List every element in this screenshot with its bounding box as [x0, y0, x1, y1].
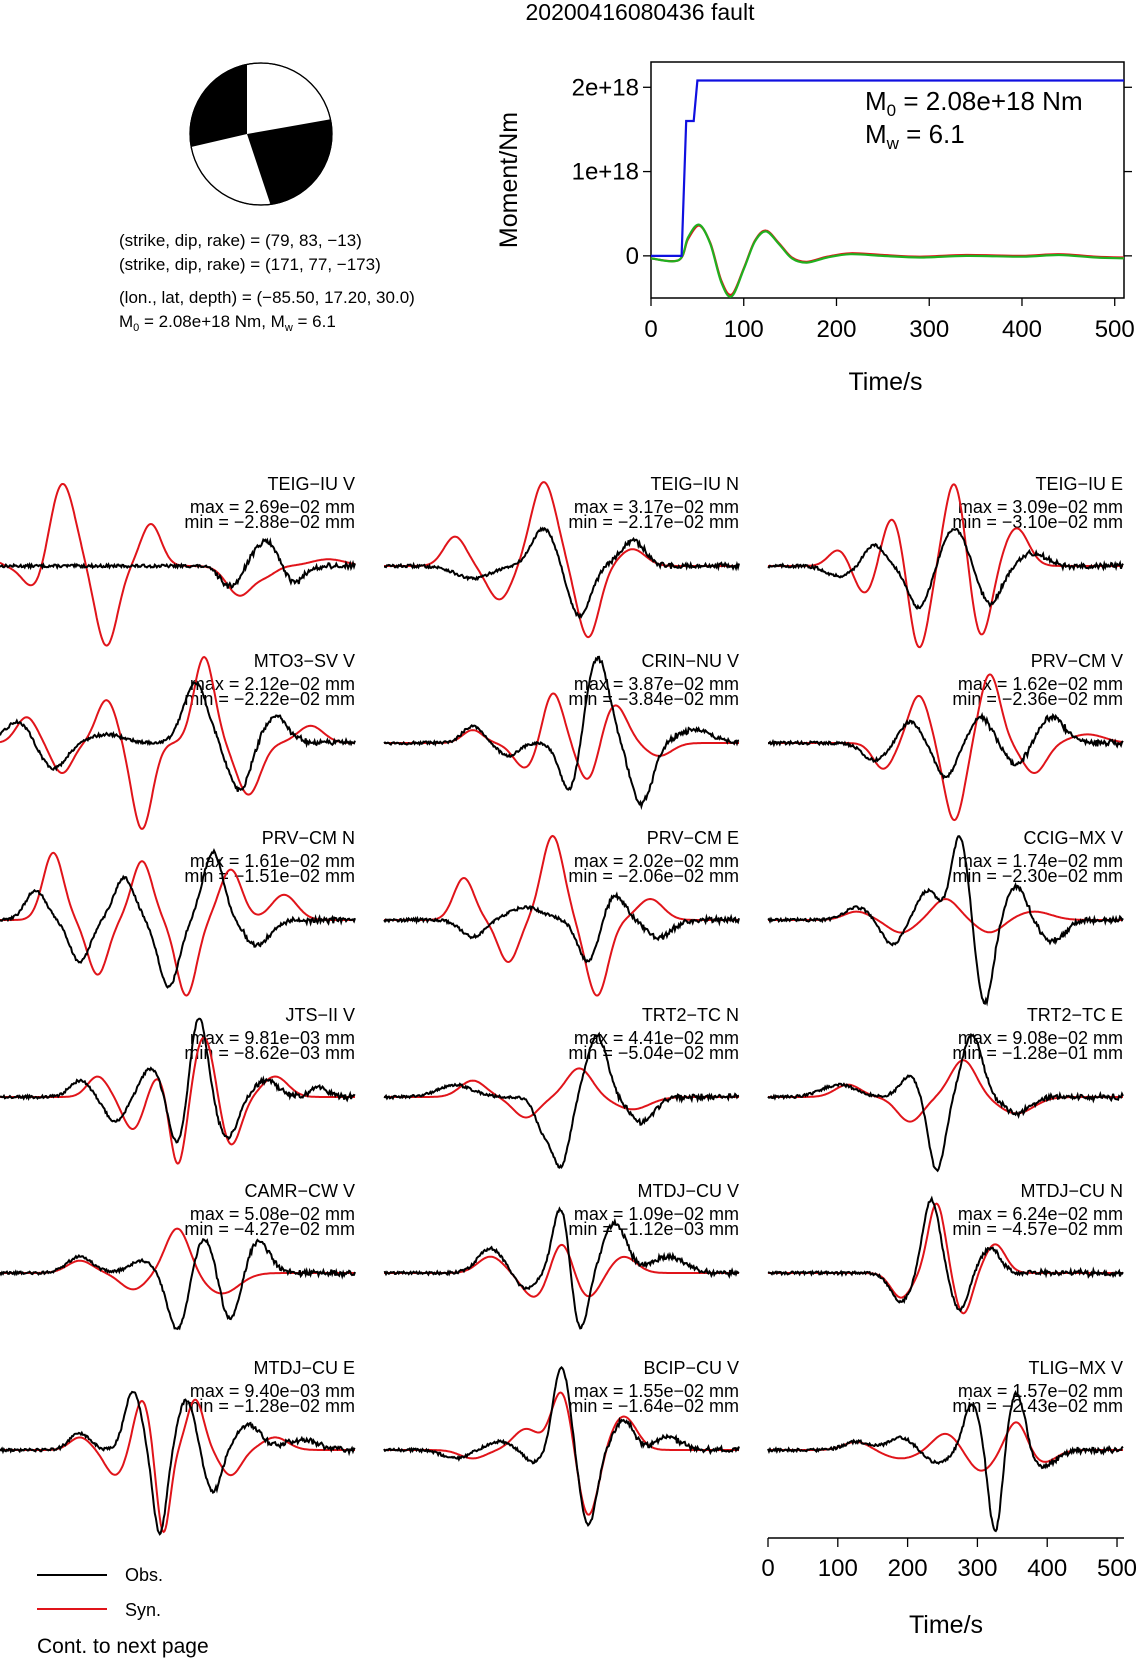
station-name: CAMR−CW V	[244, 1181, 355, 1201]
station-max: max = 1.61e−02 mm	[189, 851, 355, 871]
station-min: min = −1.12e−03 mm	[568, 1219, 739, 1239]
station-name: PRV−CM E	[646, 828, 739, 848]
time-axis-tick-label: 200	[887, 1555, 928, 1582]
continued-note: Cont. to next page	[37, 1635, 209, 1658]
y-tick-label-0: 0	[625, 242, 639, 270]
station-name: TLIG−MX V	[1028, 1358, 1123, 1378]
station-name: TRT2−TC E	[1026, 1005, 1123, 1025]
station-panel	[384, 1181, 739, 1328]
station-panel	[0, 474, 355, 646]
legend-syn-label: Syn.	[125, 1600, 162, 1620]
station-panel	[384, 828, 739, 996]
station-max: max = 9.81e−03 mm	[189, 1028, 355, 1048]
annotation-m0-sub: 0	[886, 101, 897, 120]
legend	[37, 1565, 163, 1620]
annotation-mw-symbol: M	[865, 119, 887, 149]
station-name: TEIG−IU V	[267, 474, 355, 494]
station-panel	[384, 474, 739, 637]
station-min: min = −1.28e−01 mm	[952, 1043, 1123, 1063]
station-max: max = 9.40e−03 mm	[189, 1381, 355, 1401]
observed-trace	[768, 529, 1123, 608]
station-max: max = 3.17e−02 mm	[573, 497, 739, 517]
station-min: min = −2.30e−02 mm	[952, 866, 1123, 886]
station-panel	[768, 828, 1123, 1004]
station-name: TRT2−TC N	[641, 1005, 739, 1025]
annotation-m0	[865, 86, 1083, 120]
observed-trace	[768, 715, 1123, 778]
station-name: JTS−II V	[285, 1005, 355, 1025]
series-moment-rate-obs	[651, 225, 1124, 297]
station-min: min = −4.57e−02 mm	[952, 1219, 1123, 1239]
station-max: max = 3.87e−02 mm	[573, 674, 739, 694]
station-min: min = −5.04e−02 mm	[568, 1043, 739, 1063]
station-name: MTDJ−CU V	[637, 1181, 739, 1201]
station-max: max = 5.08e−02 mm	[189, 1204, 355, 1224]
station-min: min = −2.17e−02 mm	[568, 512, 739, 532]
annotation-mw-sub: w	[886, 134, 899, 153]
station-max: max = 1.55e−02 mm	[573, 1381, 739, 1401]
x-tick-label-200: 200	[816, 316, 857, 343]
station-min: min = −3.10e−02 mm	[952, 512, 1123, 532]
station-min: min = −8.62e−03 mm	[184, 1043, 355, 1063]
annotation-m0-value: = 2.08e+18 Nm	[896, 86, 1083, 116]
station-panel	[0, 1181, 355, 1329]
synthetic-trace	[384, 1068, 739, 1117]
annotation-m0-symbol: M	[865, 86, 887, 116]
station-name: CCIG−MX V	[1023, 828, 1123, 848]
station-name: MTDJ−CU N	[1020, 1181, 1123, 1201]
station-max: max = 9.08e−02 mm	[957, 1028, 1123, 1048]
station-panel	[768, 651, 1123, 820]
station-name: MTDJ−CU E	[253, 1358, 355, 1378]
observed-trace	[0, 1239, 355, 1329]
synthetic-trace	[768, 1422, 1123, 1470]
x-tick-label-400: 400	[1001, 316, 1043, 343]
station-name: TEIG−IU E	[1035, 474, 1123, 494]
station-max: max = 2.69e−02 mm	[189, 497, 355, 517]
y-tick-label-2: 2e+18	[571, 74, 639, 102]
lon-lat-depth: (lon., lat, depth) = (−85.50, 17.20, 30.0)	[119, 288, 415, 307]
station-panel	[0, 651, 355, 829]
station-panel	[0, 1005, 355, 1164]
station-min: min = −2.22e−02 mm	[184, 689, 355, 709]
station-name: PRV−CM N	[261, 828, 355, 848]
x-tick-label-0: 0	[644, 316, 658, 343]
moment-chart	[495, 62, 1135, 396]
station-min: min = −2.43e−02 mm	[952, 1396, 1123, 1416]
station-min: min = −4.27e−02 mm	[184, 1219, 355, 1239]
station-panel	[768, 1181, 1123, 1313]
station-max: max = 3.09e−02 mm	[957, 497, 1123, 517]
x-tick-label-100: 100	[723, 316, 764, 343]
time-axis-tick-label: 100	[817, 1555, 858, 1582]
y-tick-label-1: 1e+18	[571, 158, 639, 186]
strike-dip-rake-2: (strike, dip, rake) = (171, 77, −173)	[119, 255, 381, 274]
mechanism-info	[119, 231, 415, 334]
x-tick-label-300: 300	[909, 316, 950, 343]
station-name: PRV−CM V	[1030, 651, 1123, 671]
focal-mechanism-beachball	[178, 55, 338, 215]
station-name: CRIN−NU V	[641, 651, 739, 671]
x-tick-label-500: 500	[1094, 316, 1135, 343]
station-panel	[384, 651, 739, 806]
station-max: max = 2.02e−02 mm	[573, 851, 739, 871]
waveform-grid	[0, 474, 1123, 1534]
x-axis-label: Time/s	[848, 368, 923, 396]
station-min: min = −2.06e−02 mm	[568, 866, 739, 886]
station-panel	[0, 1358, 355, 1534]
annotation-mw-value: = 6.1	[898, 119, 965, 149]
time-axis-tick-label: 500	[1096, 1555, 1138, 1582]
station-max: max = 2.12e−02 mm	[189, 674, 355, 694]
station-max: max = 4.41e−02 mm	[573, 1028, 739, 1048]
station-max: max = 1.57e−02 mm	[957, 1381, 1123, 1401]
time-axis-label: Time/s	[908, 1611, 984, 1639]
station-min: min = −1.28e−02 mm	[184, 1396, 355, 1416]
station-min: min = −1.51e−02 mm	[184, 866, 355, 886]
station-panel	[768, 474, 1123, 647]
station-max: max = 6.24e−02 mm	[957, 1204, 1123, 1224]
station-name: TEIG−IU N	[650, 474, 739, 494]
station-panel	[768, 1358, 1123, 1531]
station-min: min = −3.84e−02 mm	[568, 689, 739, 709]
annotation-mw	[865, 119, 965, 153]
waveform-time-axis	[761, 1538, 1137, 1639]
station-name: BCIP−CU V	[643, 1358, 739, 1378]
station-panel	[768, 1005, 1123, 1171]
station-min: min = −2.88e−02 mm	[184, 512, 355, 532]
station-panel	[384, 1358, 739, 1525]
station-name: MTO3−SV V	[253, 651, 355, 671]
time-axis-tick-label: 300	[957, 1555, 998, 1582]
legend-obs-label: Obs.	[125, 1565, 164, 1585]
time-axis-tick-label: 0	[761, 1555, 775, 1582]
beachball-quadrant-nw	[178, 55, 247, 150]
station-panel	[384, 1005, 739, 1168]
moment-magnitude-line: $M_0 = 2.08e+18$ Nm, $M_w = 6.1$	[119, 312, 336, 334]
station-max: max = 1.74e−02 mm	[957, 851, 1123, 871]
station-max: max = 1.09e−02 mm	[573, 1204, 739, 1224]
station-min: min = −1.64e−02 mm	[568, 1396, 739, 1416]
observed-trace	[384, 894, 739, 962]
strike-dip-rake-1: (strike, dip, rake) = (79, 83, −13)	[119, 231, 362, 250]
page-title: 20200416080436 fault	[525, 0, 755, 25]
time-axis-tick-label: 400	[1027, 1555, 1068, 1582]
station-panel	[0, 828, 355, 996]
y-axis-label: Moment/Nm	[495, 111, 523, 249]
station-max: max = 1.62e−02 mm	[957, 674, 1123, 694]
station-min: min = −2.36e−02 mm	[952, 689, 1123, 709]
